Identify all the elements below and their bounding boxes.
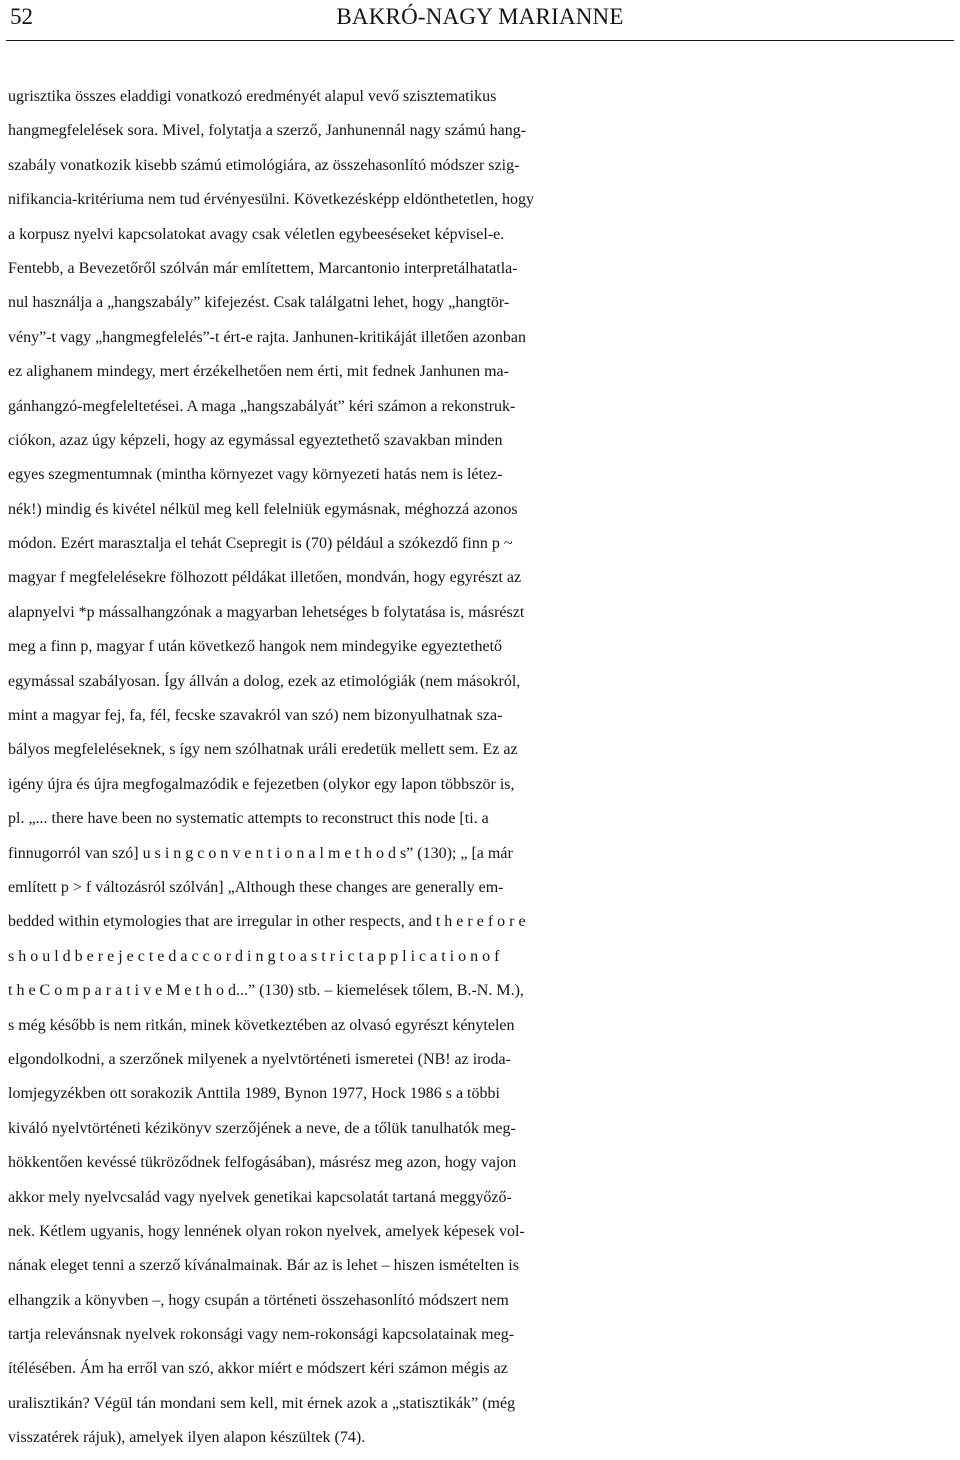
text-line: elgondolkodni, a szerzőnek milyenek a nyelvtörténeti ismeretei (NB! az iroda- (8, 1050, 511, 1068)
text-line: ez alighanem mindegy, mert érzékelhetően nem érti, mit fednek Janhunen ma- (8, 363, 509, 381)
text-line: módon. Ezért marasztalja el tehát Csepregit is (70) például a szókezdő finn p ~ (8, 535, 513, 553)
body-text (8, 80, 954, 1456)
text-line: nék!) mindig és kivétel nélkül meg kell felelniük egymásnak, méghozzá azonos (8, 500, 518, 518)
text-line: nifikancia-kritériuma nem tud érvényesülni. Következésképp eldönthetetlen, hogy (8, 191, 535, 209)
text-line: visszatérek rájuk), amelyek ilyen alapon készültek (74). (8, 1429, 366, 1447)
running-head: BAKRÓ-NAGY MARIANNE (336, 4, 624, 29)
text-line: mint a magyar fej, fa, fél, fecske szavakról van szó) nem bizonyulhatnak sza- (8, 707, 503, 725)
text-line: bályos megfeleléseknek, s így nem szólhatnak uráli eredetük mellett sem. Ez az (8, 741, 518, 759)
text-line: meg a finn p, magyar f után következő hangok nem mindegyike egyeztethető (8, 638, 503, 656)
text-line: pl. „... there have been no systematic attempts to reconstruct this node [ti. a (8, 810, 489, 828)
text-line: szabály vonatkozik kisebb számú etimológiára, az összehasonlító módszer szig- (8, 156, 520, 174)
text-line: t h e C o m p a r a t i v e M e t h o d...” (130) stb. – kiemelések tőlem, B.-N. M.), (8, 982, 524, 1000)
text-line: egyes szegmentumnak (mintha környezet vagy környezeti hatás nem is létez- (8, 466, 503, 484)
text-line: finnugorról van szó] u s i n g c o n v e n t i o n a l m e t h o d s” (130); „ [a már (8, 844, 513, 862)
text-line: akkor mely nyelvcsalád vagy nyelvek genetikai kapcsolatát tartaná meggyőző- (8, 1188, 512, 1206)
text-line: elhangzik a könyvben –, hogy csupán a történeti összehasonlító módszert nem (8, 1291, 509, 1309)
text-line: lomjegyzékben ott sorakozik Anttila 1989, Bynon 1977, Hock 1986 s a többi (8, 1085, 500, 1103)
text-line: említett p > f változásról szólván] „Although these changes are generally em- (8, 878, 504, 896)
text-line: nul használja a „hangszabály” kifejezést. Csak találgatni lehet, hogy „hangtör- (8, 294, 510, 312)
text-line: ítélésében. Ám ha erről van szó, akkor miért e módszert kéri számon mégis az (8, 1360, 508, 1378)
text-line: s még később is nem ritkán, minek következtében az olvasó egyrészt kénytelen (8, 1016, 515, 1034)
text-line: vény”-t vagy „hangmegfelelés”-t ért-e rajta. Janhunen-kritikáját illetően azonban (8, 328, 526, 346)
header-rule (6, 40, 954, 41)
text-line: ugrisztika összes eladdigi vonatkozó eredményét alapul vevő szisztematikus (8, 88, 497, 105)
text-line: igény újra és újra megfogalmazódik e fejezetben (olykor egy lapon többször is, (8, 775, 515, 793)
text-line: nek. Kétlem ugyanis, hogy lennének olyan rokon nyelvek, amelyek képesek vol- (8, 1222, 525, 1240)
text-line: nának eleget tenni a szerző kívánalmainak. Bár az is lehet – hiszen ismételten is (8, 1257, 519, 1275)
page-number: 52 (10, 4, 33, 29)
text-line: s h o u l d b e r e j e c t e d a c c o r d i n g t o a s t r i c t a p p l i c a t i o n o f (8, 947, 500, 965)
text-line: Fentebb, a Bevezetőről szólván már említettem, Marcantonio interpretálhatatla- (8, 259, 518, 277)
text-line: magyar f megfelelésekre fölhozott példákat illetően, mondván, hogy egyrészt az (8, 569, 522, 587)
text-line: kiváló nyelvtörténeti kézikönyv szerzőjének a neve, de a tőlük tanulhatók meg- (8, 1119, 516, 1137)
text-line: uralisztikán? Végül tán mondani sem kell, mit érnek azok a „statisztikák” (még (8, 1394, 516, 1412)
page-header (0, 0, 960, 36)
text-line: a korpusz nyelvi kapcsolatokat avagy csak véletlen egybeeséseket képvisel-e. (8, 225, 505, 243)
text-line: ciókon, azaz úgy képzeli, hogy az egymással egyeztethető szavakban minden (8, 431, 503, 449)
text-line: alapnyelvi *p mássalhangzónak a magyarban lehetséges b folytatása is, másrészt (8, 603, 525, 621)
text-line: gánhangzó-megfeleltetései. A maga „hangszabályát” kéri számon a rekonstruk- (8, 397, 516, 415)
text-line: egymással szabályosan. Így állván a dolog, ezek az etimológiák (nem másokról, (8, 672, 521, 690)
text-line: tartja relevánsnak nyelvek rokonsági vagy nem-rokonsági kapcsolatainak meg- (8, 1326, 515, 1344)
text-line: bedded within etymologies that are irregular in other respects, and t h e r e f o r e (8, 913, 526, 931)
text-line: hökkentően kevéssé tükröződnek felfogásában), másrész meg azon, hogy vajon (8, 1154, 517, 1172)
text-line: hangmegfelelések sora. Mivel, folytatja a szerző, Janhunennál nagy számú hang- (8, 122, 527, 140)
